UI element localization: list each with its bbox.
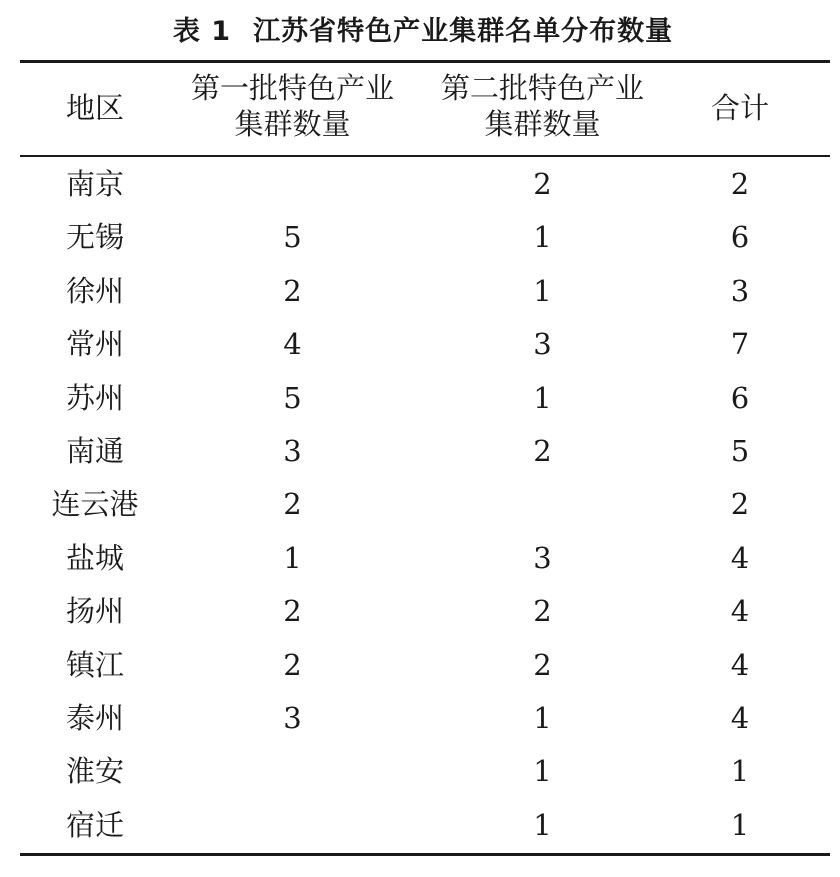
table-row — [20, 265, 830, 318]
cell-region: 镇江 — [65, 647, 124, 682]
cell-region: 泰州 — [65, 700, 124, 735]
cell-batch2: 1 — [533, 273, 552, 308]
cell-batch2: 1 — [533, 700, 552, 735]
cell-region: 扬州 — [65, 594, 124, 629]
cell-region: 徐州 — [65, 273, 124, 308]
table-row — [20, 745, 830, 798]
cell-batch1: 2 — [283, 487, 302, 522]
cell-batch1: 5 — [283, 380, 302, 415]
header-total — [660, 90, 820, 126]
cell-total: 2 — [730, 167, 750, 201]
header-region — [20, 90, 170, 126]
cell-region: 南京 — [65, 167, 124, 201]
table-body — [20, 158, 830, 852]
table-row — [20, 425, 830, 478]
cell-total: 7 — [730, 327, 750, 362]
cell-region: 无锡 — [65, 220, 124, 255]
cell-region: 常州 — [65, 327, 124, 362]
cell-batch2: 1 — [533, 220, 552, 255]
cell-total: 5 — [730, 433, 750, 468]
cell-total: 3 — [730, 273, 750, 308]
bottom-rule — [20, 853, 830, 856]
table-row — [20, 211, 830, 264]
cell-batch1: 2 — [283, 647, 302, 682]
cell-total: 6 — [730, 220, 750, 255]
cell-batch1: 5 — [283, 220, 302, 255]
header-batch2-line1: 第二批特色产业 — [440, 71, 644, 105]
cell-batch2: 1 — [533, 807, 552, 842]
table-row — [20, 478, 830, 531]
table-caption-title: 江苏省特色产业集群名单分布数量 — [253, 16, 674, 47]
header-total-text: 合计 — [710, 91, 769, 125]
cell-batch1: 2 — [283, 273, 302, 308]
cell-total: 4 — [730, 540, 750, 575]
table-row — [20, 585, 830, 638]
table-caption-label: 表 1 — [172, 16, 232, 47]
cell-region: 苏州 — [65, 380, 124, 415]
header-batch1-line2: 集群数量 — [234, 107, 351, 141]
cell-batch1: 1 — [283, 540, 302, 575]
cell-batch2: 1 — [533, 380, 552, 415]
cell-batch2: 1 — [533, 754, 552, 789]
cell-total: 2 — [730, 487, 750, 522]
cell-batch2: 2 — [533, 167, 552, 201]
cell-batch2: 2 — [533, 647, 552, 682]
cell-region: 淮安 — [65, 754, 124, 789]
cell-batch1: 3 — [283, 433, 302, 468]
header-batch2 — [420, 70, 665, 142]
cell-batch1: 2 — [283, 594, 302, 629]
cell-region: 连云港 — [51, 487, 139, 522]
cell-batch1: 3 — [283, 700, 302, 735]
cell-total: 4 — [730, 700, 750, 735]
cell-total: 4 — [730, 594, 750, 629]
header-rule — [20, 155, 830, 157]
cell-total: 4 — [730, 647, 750, 682]
table-row — [20, 692, 830, 745]
table-row — [20, 639, 830, 692]
table-row — [20, 532, 830, 585]
cell-region: 南通 — [65, 433, 124, 468]
cell-batch2: 3 — [533, 540, 552, 575]
table-row — [20, 158, 830, 211]
table-row — [20, 318, 830, 371]
cell-batch2: 3 — [533, 327, 552, 362]
cell-region: 盐城 — [65, 540, 124, 575]
table-row — [20, 372, 830, 425]
cell-total: 1 — [730, 754, 750, 789]
header-batch1-line1: 第一批特色产业 — [190, 71, 394, 105]
cell-batch2: 2 — [533, 433, 552, 468]
header-batch1 — [170, 70, 415, 142]
cell-batch1: 4 — [283, 327, 302, 362]
cell-total: 6 — [730, 380, 750, 415]
table-caption — [0, 12, 840, 52]
table-row — [20, 799, 830, 852]
top-rule — [20, 60, 830, 63]
header-region-text: 地区 — [65, 91, 124, 125]
header-batch2-line2: 集群数量 — [484, 107, 601, 141]
cell-total: 1 — [730, 807, 750, 842]
cell-region: 宿迁 — [65, 807, 124, 842]
cell-batch2: 2 — [533, 594, 552, 629]
